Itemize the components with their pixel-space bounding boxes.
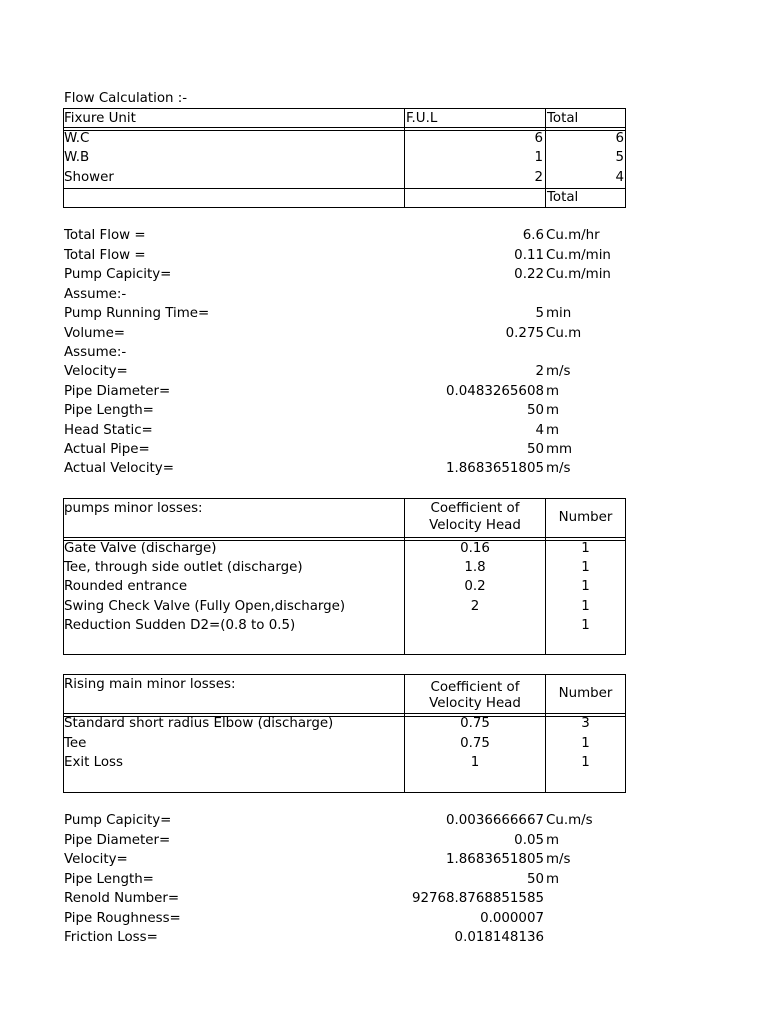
calc-label: Pipe Roughness= — [64, 910, 181, 926]
calc-unit: m/s — [546, 461, 571, 476]
coef-header-line2: Velocity Head — [429, 696, 521, 711]
calc-unit: m — [546, 871, 560, 887]
calc-row — [64, 324, 624, 344]
calc-value: 5 — [535, 306, 544, 321]
fixture-header-unit: Fixure Unit — [64, 111, 136, 126]
calc-value: 2 — [535, 364, 544, 379]
calc-label: Pump Running Time= — [64, 306, 210, 321]
loss-name: Swing Check Valve (Fully Open,discharge) — [64, 599, 346, 614]
coef-header-line1: Coefficient of — [430, 680, 520, 695]
loss-coef: 1 — [470, 755, 480, 770]
loss-number: 1 — [581, 736, 590, 751]
loss-name: Tee — [64, 736, 87, 751]
losses-header: Rising main minor losses: — [64, 677, 236, 692]
calc-label: Actual Velocity= — [64, 461, 174, 476]
calc-row — [64, 382, 624, 402]
calc-unit: m — [546, 403, 560, 418]
number-header: Number — [558, 686, 613, 701]
calc-value: 0.275 — [505, 325, 544, 341]
calc-value: 1.8683651805 — [446, 852, 544, 867]
fixture-row-unit: W.C — [64, 131, 90, 146]
calc-row — [64, 362, 624, 382]
number-header: Number — [558, 510, 613, 525]
calc-label: Pipe Diameter= — [64, 383, 171, 399]
calc-label: Assume:- — [64, 345, 127, 360]
calc-label: Total Flow = — [64, 247, 146, 263]
calc-label: Pipe Length= — [64, 871, 154, 887]
fixture-row-total: 4 — [615, 170, 624, 185]
fixture-footer-total: Total — [547, 190, 579, 205]
calc-row — [64, 304, 624, 324]
calc-unit: m — [546, 832, 560, 848]
calc-row — [64, 246, 624, 266]
calc-row — [64, 870, 624, 890]
calc-unit: Cu.m/min — [546, 267, 611, 282]
calc-label: Velocity= — [64, 364, 128, 379]
loss-coef: 2 — [470, 599, 480, 614]
calc-row — [64, 928, 624, 948]
calc-label: Total Flow = — [64, 228, 146, 243]
calc-value: 1.8683651805 — [446, 461, 544, 476]
calc-row — [64, 831, 624, 851]
calc-label: Velocity= — [64, 852, 128, 867]
loss-coef: 0.75 — [460, 716, 490, 731]
loss-number: 3 — [581, 716, 590, 731]
fixture-row-total: 5 — [615, 150, 624, 165]
calc-label: Pump Capicity= — [64, 813, 172, 828]
calc-row — [64, 459, 624, 479]
calc-value: 0.11 — [514, 247, 544, 263]
page-title: Flow Calculation :- — [64, 91, 188, 106]
calc-label: Head Static= — [64, 422, 153, 438]
calc-row — [64, 285, 624, 305]
calc-row — [64, 909, 624, 929]
loss-number: 1 — [581, 618, 590, 633]
calc-unit: m/s — [546, 852, 571, 867]
calc-label: Friction Loss= — [64, 930, 158, 945]
calc-row — [64, 226, 624, 246]
fixture-row-ful: 6 — [534, 131, 543, 146]
calc-row — [64, 889, 624, 909]
calc-unit: mm — [546, 442, 573, 457]
fixture-row-ful: 1 — [534, 150, 543, 165]
calc-unit: min — [546, 306, 572, 321]
calc-row — [64, 401, 624, 421]
calc-unit: m — [546, 383, 560, 399]
calc-unit: Cu.m/s — [546, 813, 593, 828]
calc-value: 50 — [526, 403, 544, 418]
loss-coef: 0.16 — [460, 541, 490, 556]
fixture-row-unit: W.B — [64, 150, 90, 165]
calc-value: 6.6 — [522, 228, 544, 243]
calc-label: Pipe Length= — [64, 403, 154, 418]
loss-name: Standard short radius Elbow (discharge) — [64, 716, 334, 731]
calc-row — [64, 811, 624, 831]
fixture-header-total: Total — [547, 111, 579, 126]
calc-label: Volume= — [64, 325, 126, 341]
fixture-row-ful: 2 — [534, 170, 543, 185]
calc-label: Assume:- — [64, 286, 127, 302]
calc-value: 92768.8768851585 — [411, 891, 544, 906]
calc-row — [64, 265, 624, 285]
coef-header-line1: Coefficient of — [430, 501, 520, 516]
calc-row — [64, 421, 624, 441]
fixture-row-unit: Shower — [64, 170, 114, 185]
calc-label: Renold Number= — [64, 891, 180, 906]
calc-label: Pump Capicity= — [64, 267, 172, 282]
calc-row — [64, 850, 624, 870]
calc-value: 50 — [526, 871, 544, 887]
calc-value: 0.0483265608 — [446, 383, 544, 399]
loss-number: 1 — [581, 755, 590, 770]
calc-value: 0.22 — [514, 267, 544, 282]
calc-unit: Cu.m — [546, 325, 582, 341]
loss-name: Tee, through side outlet (discharge) — [64, 560, 303, 575]
calc-row — [64, 343, 624, 363]
calc-label: Pipe Diameter= — [64, 832, 171, 848]
calc-unit: m — [546, 422, 560, 438]
calc-label: Actual Pipe= — [64, 442, 150, 457]
calc-value: 0.018148136 — [454, 930, 544, 945]
loss-coef: 1.8 — [464, 560, 486, 575]
loss-coef: 0.2 — [464, 579, 486, 594]
losses-header: pumps minor losses: — [64, 501, 203, 516]
loss-number: 1 — [581, 541, 590, 556]
fixture-header-ful: F.U.L — [406, 111, 438, 126]
calc-value: 0.000007 — [480, 910, 544, 926]
loss-coef: 0.75 — [460, 736, 490, 751]
calc-value: 4 — [535, 422, 544, 438]
calc-value: 0.05 — [514, 832, 544, 848]
calc-value: 0.0036666667 — [446, 813, 544, 828]
loss-number: 1 — [581, 579, 590, 594]
fixture-row-total: 6 — [615, 131, 624, 146]
loss-name: Gate Valve (discharge) — [64, 541, 217, 556]
loss-name: Rounded entrance — [64, 579, 188, 594]
loss-name: Exit Loss — [64, 755, 123, 770]
calc-unit: Cu.m/hr — [546, 228, 600, 243]
calc-value: 50 — [526, 442, 544, 457]
calc-unit: Cu.m/min — [546, 247, 611, 263]
loss-number: 1 — [581, 560, 590, 575]
calc-unit: m/s — [546, 364, 571, 379]
loss-number: 1 — [581, 599, 590, 614]
coef-header-line2: Velocity Head — [429, 518, 521, 533]
calc-row — [64, 440, 624, 460]
loss-name: Reduction Sudden D2=(0.8 to 0.5) — [64, 618, 296, 633]
